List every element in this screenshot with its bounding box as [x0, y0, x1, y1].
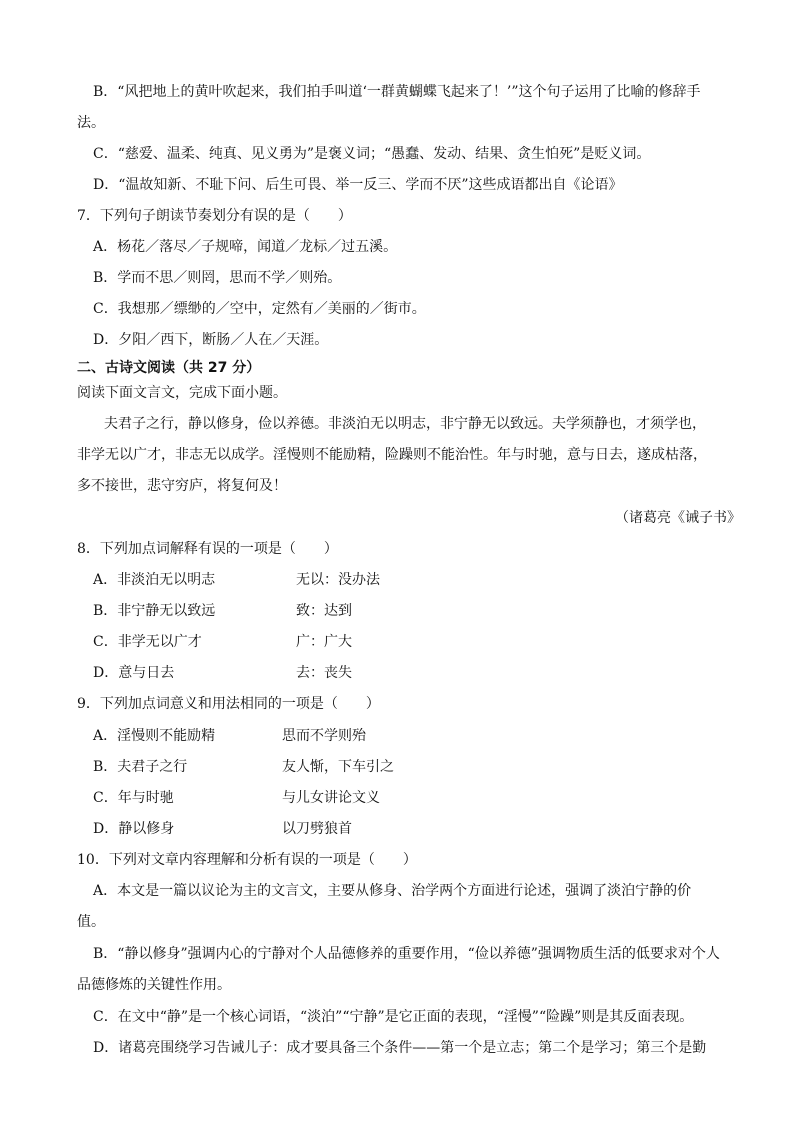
q8-option-a-phrase: A．非淡泊无以明志: [93, 572, 216, 588]
q8-option-a: [93, 570, 753, 590]
reading-instruction: 阅读下面文言文，完成下面小题。: [77, 385, 287, 401]
q9-option-c: [93, 788, 753, 808]
q9-option-b-left: B．夫君子之行: [93, 759, 188, 775]
question-8: 8．下列加点词解释有误的一项是（ ）: [77, 541, 338, 557]
q8-option-c-phrase: C．非学无以广才: [93, 634, 202, 650]
passage-line-1: 夫君子之行，静以修身，俭以养德。非淡泊无以明志，非宁静无以致远。夫学须静也，才须学也，: [104, 416, 706, 432]
passage-source: （诸葛亮《诫子书》: [615, 510, 741, 526]
q10-option-d: D．诸葛亮围绕学习告诫儿子：成才要具备三个条件——第一个是立志；第二个是学习；第三个是勤: [93, 1040, 707, 1056]
question-7: 7．下列句子朗读节奏划分有误的是（ ）: [77, 208, 352, 224]
q6-option-c: C．“慈爱、温柔、纯真、见义勇为”是褒义词；“愚蠢、发动、结果、贪生怕死”是贬义词。: [93, 146, 651, 162]
section-2-heading: 二、古诗文阅读（共 27 分）: [77, 360, 261, 376]
q6-option-d: D．“温故知新、不耻下问、后生可畏、举一反三、学而不厌”这些成语都出自《论语》: [93, 177, 623, 193]
q9-option-a-right: 思而不学则殆: [282, 728, 366, 744]
q10-option-c: C．在文中“静”是一个核心词语，“淡泊”“宁静”是它正面的表现，“淫慢”“险躁”则是其反面表现。: [93, 1009, 694, 1025]
q9-option-a-left: A．淫慢则不能励精: [93, 728, 216, 744]
q10-option-b-line1: B．“静以修身”强调内心的宁静对个人品德修养的重要作用，“俭以养德”强调物质生活的低要求对个人: [93, 946, 720, 962]
q6-option-b-line2: 法。: [77, 115, 105, 131]
q7-option-d: D．夕阳／西下，断肠／人在／天涯。: [93, 332, 329, 348]
q8-option-b: [93, 601, 753, 621]
q8-option-d-phrase: D．意与日去: [93, 665, 175, 681]
q8-option-b-phrase: B．非宁静无以致远: [93, 603, 216, 619]
q9-option-c-right: 与儿女讲论文义: [282, 790, 380, 806]
q8-option-c-gloss: 广：广大: [296, 634, 352, 650]
q9-option-d-right: 以刀劈狼首: [282, 821, 352, 837]
q9-option-c-left: C．年与时驰: [93, 790, 174, 806]
q7-option-b: B．学而不思／则罔，思而不学／则殆。: [93, 270, 342, 286]
q8-option-b-gloss: 致：达到: [296, 603, 352, 619]
q8-option-d: [93, 663, 753, 683]
q7-option-a: A．杨花／落尽／子规啼，闻道／龙标／过五溪。: [93, 239, 398, 255]
q9-option-b: [93, 757, 753, 777]
q10-option-a-line1: A．本文是一篇以议论为主的文言文，主要从修身、治学两个方面进行论述，强调了淡泊宁静的价: [93, 883, 692, 899]
q9-option-d-left: D．静以修身: [93, 821, 175, 837]
q8-option-c: [93, 632, 753, 652]
question-10: 10．下列对文章内容理解和分析有误的一项是（ ）: [77, 852, 417, 868]
q9-option-a: [93, 726, 753, 746]
q8-option-d-gloss: 去：丧失: [296, 665, 352, 681]
q9-option-b-right: 友人惭，下车引之: [282, 759, 394, 775]
q7-option-c: C．我想那／缥缈的／空中，定然有／美丽的／街市。: [93, 301, 426, 317]
q10-option-b-line2: 品德修炼的关键性作用。: [77, 977, 231, 993]
passage-line-3: 多不接世，悲守穷庐，将复何及！: [77, 478, 287, 494]
passage-line-2: 非学无以广才，非志无以成学。淫慢则不能励精，险躁则不能治性。年与时驰，意与日去，遂成枯落，: [77, 447, 707, 463]
q6-option-b-line1: B．“风把地上的黄叶吹起来，我们拍手叫道‘一群黄蝴蝶飞起来了！’”这个句子运用了比喻的修辞手: [93, 84, 701, 100]
q8-option-a-gloss: 无以：没办法: [296, 572, 380, 588]
question-9: 9．下列加点词意义和用法相同的一项是（ ）: [77, 696, 380, 712]
q10-option-a-line2: 值。: [77, 914, 105, 930]
q9-option-d: [93, 819, 753, 839]
